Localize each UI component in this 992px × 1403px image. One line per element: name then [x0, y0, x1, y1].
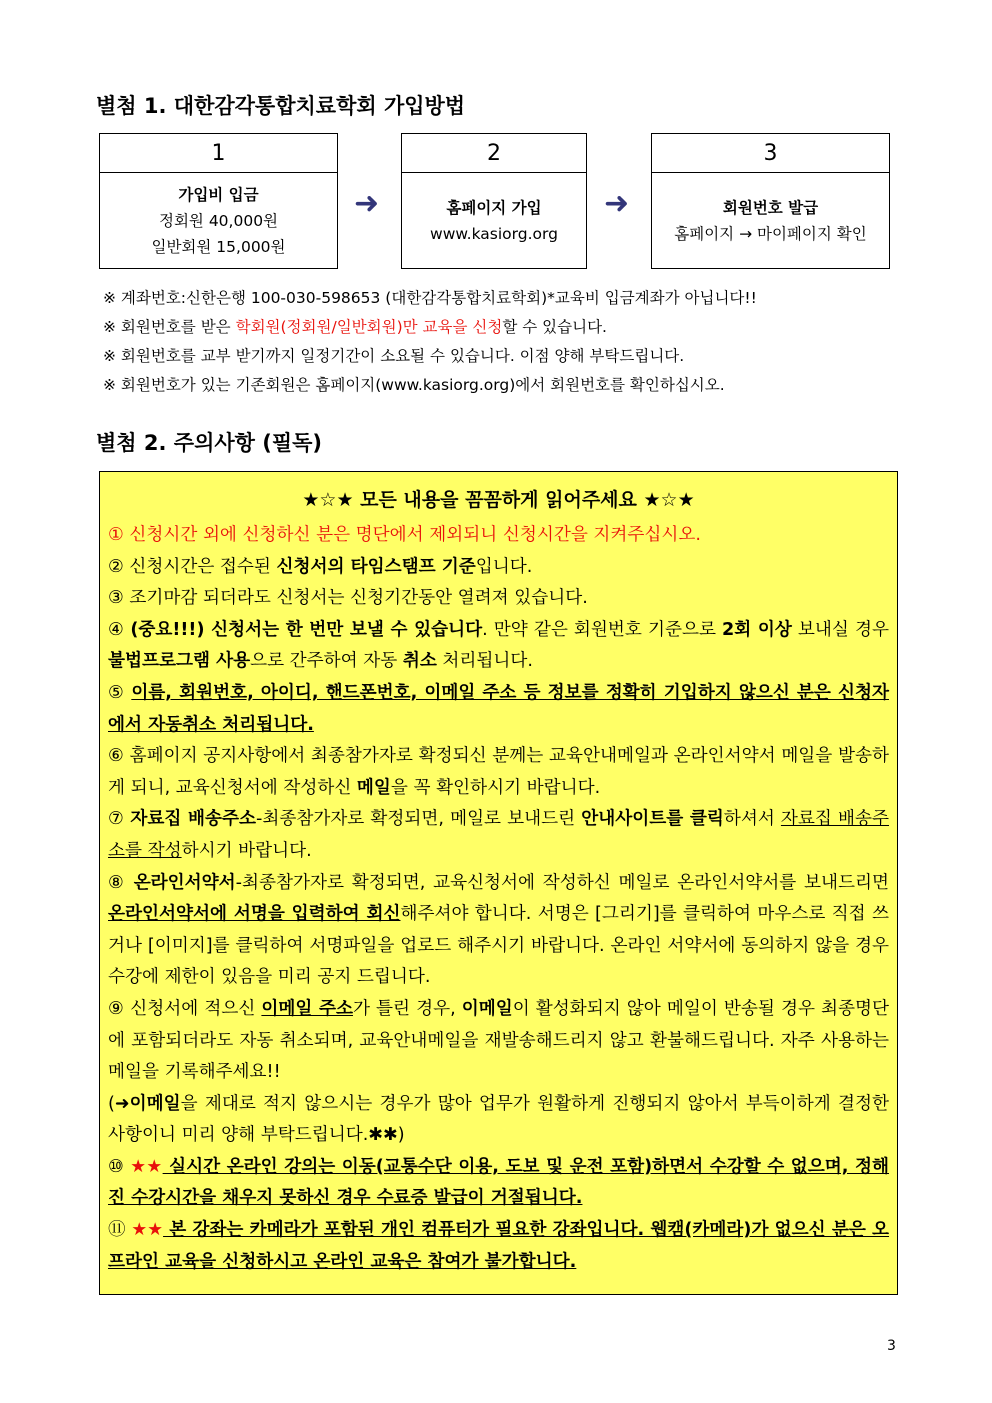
caution-item-3: ③ 조기마감 되더라도 신청서는 신청기간동안 열려져 있습니다. [108, 588, 588, 609]
right-arrow-icon: ➜ [354, 186, 380, 221]
step-3-box [651, 133, 890, 269]
step-number: 1 [100, 134, 337, 173]
step-title: 가입비 입금 [178, 186, 259, 204]
notes-list [103, 284, 757, 400]
step-detail: 홈페이지 → 마이페이지 확인 [674, 225, 867, 243]
caution-item-11: ⑪ ★★ 본 강좌는 카메라가 포함된 개인 컴퓨터가 필요한 강좌입니다. 웹캠(카메라)가 없으신 분은 오프라인 교육을 신청하시고 온라인 교육은 참여가 불가합니다. [108, 1220, 890, 1272]
caution-item-5: ⑤ 이름, 회원번호, 아이디, 핸드폰번호, 이메일 주소 등 정보를 정확히 기입하지 않으신 분은 신청자에서 자동취소 처리됩니다. [108, 682, 889, 735]
caution-item-4: ④ (중요!!!) 신청서는 한 번만 보낼 수 있습니다. 만약 같은 회원번호 기준으로 2회 이상 보내실 경우 불법프로그램 사용으로 간주하여 자동 취소 처리됩니다. [108, 619, 889, 672]
caution-box [99, 471, 898, 1295]
caution-item-9: ⑨ 신청서에 적으신 이메일 주소가 틀린 경우, 이메일이 활성화되지 않아 메일이 반송될 경우 최종명단에 포함되더라도 자동 취소되며, 교육안내메일을 재발송해드리지 않고 환불해드립니다. 자주 사용하는 메일을 기록해주세요!! [108, 998, 889, 1083]
caution-item-8: ⑧ 온라인서약서-최종참가자로 확정되면, 교육신청서에 작성하신 메일로 온라인서약서를 보내드리면 온라인서약서에 서명을 입력하여 회신해주셔야 합니다. 서명은 [그리기]를 클릭하여 마우스로 직접 쓰거나 [이미지]를 클릭하여 서명파일을 업로드 해주시기 바랍니다. 온라인 서약서에 동의하지 않을 경우 수강에 제한이 있음을 미리 공지 드립니다. [108, 872, 889, 988]
caution-item-6: ⑥ 홈페이지 공지사항에서 최종참가자로 확정되신 분께는 교육안내메일과 온라인서약서 메일을 발송하게 되니, 교육신청서에 작성하신 메일을 꼭 확인하시기 바랍니다. [108, 746, 889, 798]
star-icon: ★★ [131, 1220, 164, 1241]
step-1-box [99, 133, 338, 269]
step-number: 3 [652, 134, 889, 173]
right-arrow-icon: ➜ [604, 186, 630, 221]
caution-item-9-note: (➜이메일을 제대로 적지 않으시는 경우가 많아 업무가 원활하게 진행되지 않아서 부득이하게 결정한 사항이니 미리 양해 부탁드립니다.✱✱) [108, 1093, 889, 1146]
note-existing: ※ 회원번호가 있는 기존회원은 홈페이지(www.kasiorg.org)에서 회원번호를 확인하십시오. [103, 376, 725, 394]
caution-box-title: ★☆★ 모든 내용을 꼼꼼하게 읽어주세요 ★☆★ [302, 489, 695, 511]
caution-item-7: ⑦ 자료집 배송주소-최종참가자로 확정되면, 메일로 보내드린 안내사이트를 클릭하셔서 자료집 배송주소를 작성하시기 바랍니다. [108, 809, 889, 861]
step-2-box [401, 133, 587, 269]
note-account: ※ 계좌번호:신한은행 100-030-598653 (대한감각통합치료학회)*교육비 입금계좌가 아닙니다!! [103, 289, 757, 307]
caution-item-10: ⑩ ★★ 실시간 온라인 강의는 이동(교통수단 이용, 도보 및 운전 포함)하면서 수강할 수 없으며, 정해진 수강시간을 채우지 못하신 경우 수료증 발급이 거절됩니다. [108, 1156, 890, 1209]
note-member-only: ※ 회원번호를 받은 학회원(정회원/일반회원)만 교육을 신청할 수 있습니다. [103, 318, 607, 336]
caution-item-2: ② 신청시간은 접수된 신청서의 타임스탬프 기준입니다. [108, 556, 533, 577]
step-detail: www.kasiorg.org [430, 225, 558, 243]
caution-item-1: ① 신청시간 외에 신청하신 분은 명단에서 제외되니 신청시간을 지켜주십시오. [108, 525, 701, 545]
step-title: 홈페이지 가입 [446, 199, 542, 217]
section2-title: 별첨 2. 주의사항 (필독) [96, 431, 323, 455]
step-number: 2 [402, 134, 586, 173]
star-icon: ★★ [130, 1156, 163, 1177]
section1-title: 별첨 1. 대한감각통합치료학회 가입방법 [96, 94, 466, 118]
step-detail: 정회원 40,000원 [158, 212, 279, 230]
step-title: 회원번호 발급 [722, 199, 819, 217]
page-number: 3 [887, 1338, 896, 1354]
step-detail: 일반회원 15,000원 [151, 238, 286, 256]
note-delay: ※ 회원번호를 교부 받기까지 일정기간이 소요될 수 있습니다. 이점 양해 부탁드립니다. [103, 347, 685, 365]
